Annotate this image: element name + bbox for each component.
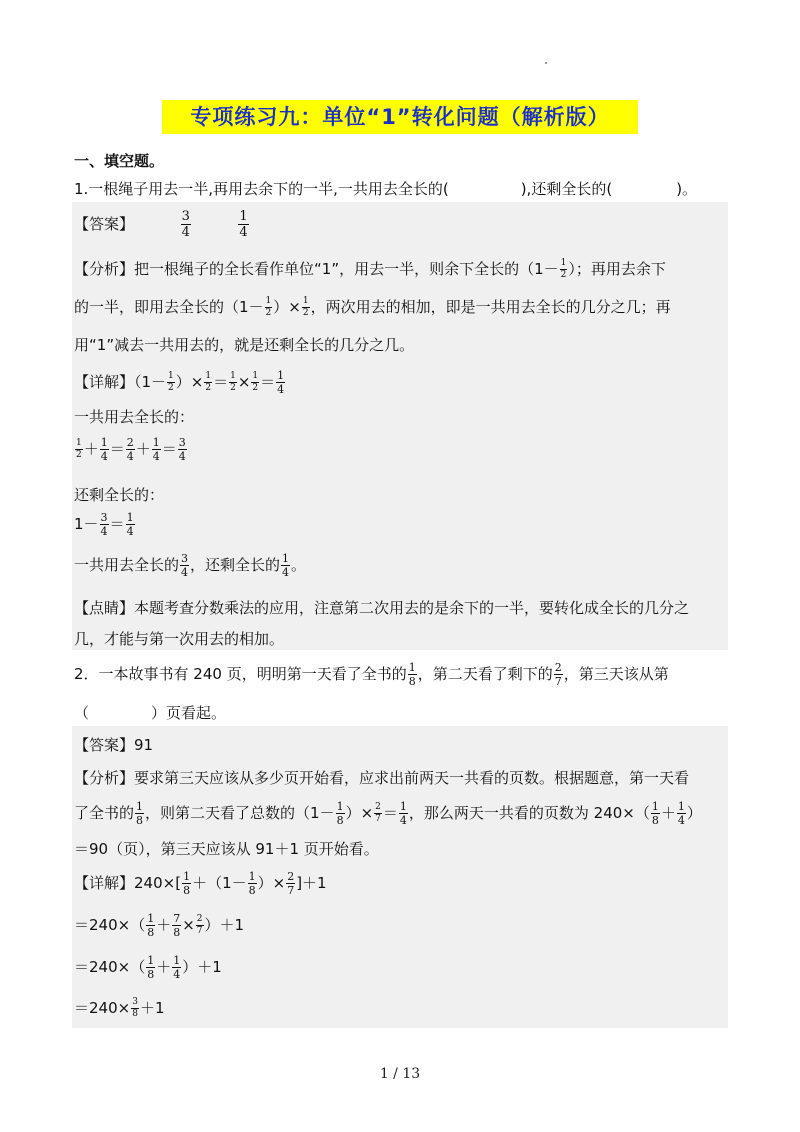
question-2-stem-line-2: （ ）页看起。 [74, 704, 227, 722]
q1-point-line-2: 几，才能与第一次用去的相加。 [74, 630, 285, 648]
q2-detail-line-2: ＝240×（ $\frac{1}{8}$ ＋ $\frac{7}{8}$ × $\frac{2}{7}$ ）＋1 [74, 912, 245, 939]
q1-detail-line-1: 【详解】（1－ $\frac{1}{2}$ ）× $\frac{1}{2}$ ＝ $\frac{1}{2}$ × $\frac{1}{2}$ ＝ $\frac{1}{4}$ [74, 369, 285, 396]
q2-detail-line-1: 【详解】240×[ $\frac{1}{8}$ ＋（1－ $\frac{1}{8}$ ）× $\frac{2}{7}$ ]＋1 [74, 870, 327, 897]
q1-remain-label: 还剩全长的： [74, 486, 165, 504]
q2-analysis-line-1: 【分析】要求第三天应该从多少页开始看，应求出前两天一共看的页数。根据题意，第一天看 [74, 769, 690, 787]
q2-analysis-line-3: ＝90（页），第三天应该从 91＋1 页开始看。 [74, 840, 379, 858]
question-1-stem: 1.一根绳子用去一半,再用去余下的一半,一共用去全长的( ),还剩全长的( )。 [74, 180, 698, 198]
q1-remain-calc: 1－ $\frac{3}{4}$ ＝ $\frac{1}{4}$ [74, 511, 134, 538]
q2-detail-line-3: ＝240×（ $\frac{1}{8}$ ＋ $\frac{1}{4}$ ）＋1 [74, 954, 222, 981]
q1-answer-fraction-2: $\frac{1}{4}$ [239, 209, 248, 240]
q1-analysis-line-2: 的一半，即用去全长的（1－ $\frac{1}{2}$ ）× $\frac{1}{2}$ ，两次用去的相加，即是一共用去全长的几分之几；再 [74, 296, 671, 318]
q1-conclusion: 一共用去全长的 $\frac{3}{4}$ ，还剩全长的 $\frac{1}{4}$ 。 [74, 552, 307, 579]
page-title: 专项练习九：单位“1”转化问题（解析版） [190, 105, 610, 129]
q1-used-label: 一共用去全长的： [74, 408, 195, 426]
q1-answer-fraction-1: $\frac{3}{4}$ [181, 209, 190, 240]
q2-detail-line-4: ＝240× $\frac{3}{8}$ ＋1 [74, 997, 165, 1019]
q1-answer-row: 【答案】 $\frac{3}{4}$ $\frac{1}{4}$ [74, 209, 248, 240]
q1-point-line-1: 【点睛】本题考查分数乘法的应用，注意第二次用去的是余下的一半，要转化成全长的几分之 [74, 599, 690, 617]
question-2-stem-line-1: 2．一本故事书有 240 页，明明第一天看了全书的 $\frac{1}{8}$ ，第二天看了剩下的 $\frac{2}{7}$ ，第三天该从第 [74, 661, 669, 688]
page-number: 1 / 13 [379, 1066, 421, 1082]
section-heading: 一、填空题。 [74, 152, 165, 170]
q1-analysis-line-1: 【分析】把一根绳子的全长看作单位“1”，用去一半，则余下全长的（1－ $\frac{1}{2}$ ）；再用去余下 [74, 258, 666, 280]
q2-analysis-line-2: 了全书的 $\frac{1}{8}$ ，则第二天看了总数的（1－ $\frac{1}{8}$ ）× $\frac{2}{7}$ ＝ $\frac{1}{4}$ ，那么两天一共看的页数为 240×（ $\frac{1}{8}$ ＋ $\frac{1}{4}$ ） [74, 800, 702, 827]
q2-answer: 【答案】91 [74, 736, 154, 754]
speck [545, 62, 547, 64]
q1-analysis-line-3: 用“1”减去一共用去的，就是还剩全长的几分之几。 [74, 336, 415, 354]
q1-used-calc: $\frac{1}{2}$ ＋ $\frac{1}{4}$ ＝ $\frac{2}{4}$ ＋ $\frac{1}{4}$ ＝ $\frac{3}{4}$ [76, 436, 186, 463]
